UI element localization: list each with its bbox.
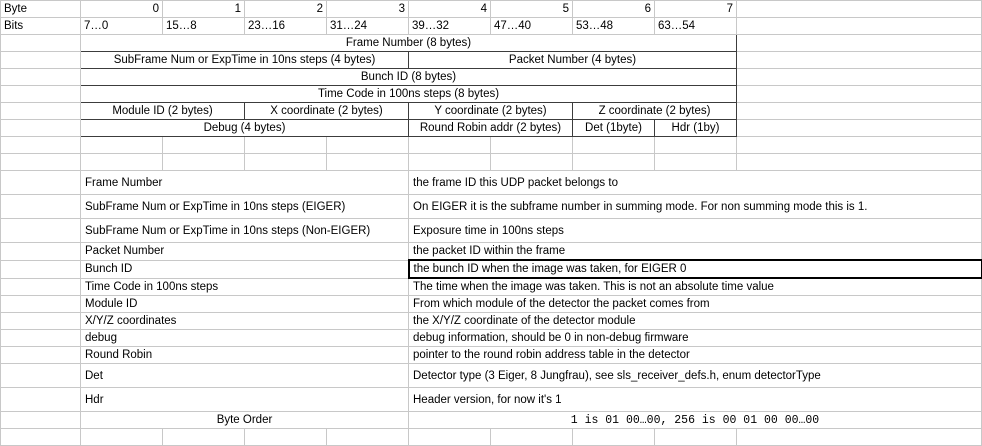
bit-range-1: 15…8: [163, 18, 245, 35]
byte-number-0: 0: [81, 1, 163, 18]
desc-row-xyz: [1, 313, 982, 330]
byte-number-7: 7: [655, 1, 737, 18]
empty-cell: [1, 278, 81, 296]
desc-row-debug: [1, 330, 982, 347]
desc-row-hdr: [1, 388, 982, 412]
empty-cell: [1, 195, 81, 219]
empty-cell: [245, 429, 327, 446]
field-subframe-num: SubFrame Num or ExpTime in 10ns steps (4 bytes): [81, 52, 409, 69]
empty-cell: [1, 69, 81, 86]
empty-cell: [1, 120, 81, 137]
empty-cell: [327, 137, 409, 154]
desc-text-hdr: Header version, for now it's 1: [409, 388, 982, 412]
desc-text-subframe-noneiger: Exposure time in 100ns steps: [409, 219, 982, 243]
empty-cell: [245, 154, 327, 171]
field-round-robin-addr: Round Robin addr (2 bytes): [409, 120, 573, 137]
byte-number-4: 4: [409, 1, 491, 18]
empty-cell: [1, 137, 81, 154]
empty-cell: [1, 347, 81, 364]
empty-cell: [1, 103, 81, 120]
desc-name-debug: debug: [81, 330, 409, 347]
empty-cell: [573, 154, 655, 171]
field-det: Det (1byte): [573, 120, 655, 137]
desc-text-packet-number: the packet ID within the frame: [409, 243, 982, 261]
empty-cell: [655, 429, 737, 446]
field-module-id: Module ID (2 bytes): [81, 103, 245, 120]
desc-row-time-code: [1, 278, 982, 296]
empty-cell: [1, 243, 81, 261]
desc-row-subframe-eiger: [1, 195, 982, 219]
bit-range-2: 23…16: [245, 18, 327, 35]
empty-cell: [737, 120, 982, 137]
empty-cell: [491, 429, 573, 446]
empty-cell: [737, 154, 982, 171]
byte-number-6: 6: [573, 1, 655, 18]
empty-cell: [245, 137, 327, 154]
desc-row-packet-number: [1, 243, 982, 261]
empty-cell: [327, 429, 409, 446]
empty-cell: [1, 154, 81, 171]
desc-row-module-id: [1, 296, 982, 313]
desc-name-xyz: X/Y/Z coordinates: [81, 313, 409, 330]
empty-cell: [737, 52, 982, 69]
byte-number-5: 5: [491, 1, 573, 18]
empty-cell: [573, 137, 655, 154]
bit-range-3: 31…24: [327, 18, 409, 35]
empty-cell: [1, 260, 81, 278]
field-packet-number: Packet Number (4 bytes): [409, 52, 737, 69]
field-frame-number: Frame Number (8 bytes): [81, 35, 737, 52]
empty-cell: [573, 429, 655, 446]
row-label-bits: Bits: [1, 18, 81, 35]
desc-text-xyz: the X/Y/Z coordinate of the detector module: [409, 313, 982, 330]
empty-cell: [1, 52, 81, 69]
empty-cell: [737, 103, 982, 120]
table-row-bits: [1, 18, 982, 35]
value-byte-order: 1 is 01 00…00, 256 is 00 01 00 00…00: [409, 412, 982, 429]
empty-cell: [163, 429, 245, 446]
empty-cell: [737, 1, 982, 18]
desc-name-time-code: Time Code in 100ns steps: [81, 278, 409, 296]
desc-name-module-id: Module ID: [81, 296, 409, 313]
byte-number-2: 2: [245, 1, 327, 18]
empty-cell: [655, 137, 737, 154]
empty-cell: [1, 330, 81, 347]
bit-range-5: 47…40: [491, 18, 573, 35]
empty-cell: [491, 154, 573, 171]
table-row-byte: [1, 1, 982, 18]
table-row-byte-order: [1, 412, 982, 429]
desc-text-time-code: The time when the image was taken. This is not an absolute time value: [409, 278, 982, 296]
desc-name-round-robin: Round Robin: [81, 347, 409, 364]
field-debug: Debug (4 bytes): [81, 120, 409, 137]
field-bunch-id: Bunch ID (8 bytes): [81, 69, 737, 86]
empty-cell: [1, 388, 81, 412]
empty-cell: [1, 219, 81, 243]
desc-text-round-robin: pointer to the round robin address table in the detector: [409, 347, 982, 364]
empty-cell: [1, 296, 81, 313]
table-row-coordinates-field: [1, 103, 982, 120]
empty-cell: [81, 137, 163, 154]
empty-cell: [163, 154, 245, 171]
empty-cell: [737, 86, 982, 103]
empty-cell: [1, 412, 81, 429]
table-row-bunch-id-field: [1, 69, 982, 86]
desc-text-subframe-eiger: On EIGER it is the subframe number in summing mode. For non summing mode this is 1.: [409, 195, 982, 219]
empty-cell: [737, 429, 982, 446]
desc-row-frame-number: [1, 171, 982, 195]
desc-name-det: Det: [81, 364, 409, 388]
bit-range-7: 63…54: [655, 18, 737, 35]
desc-name-subframe-noneiger: SubFrame Num or ExpTime in 10ns steps (Non-EIGER): [81, 219, 409, 243]
empty-cell: [409, 154, 491, 171]
empty-cell: [1, 86, 81, 103]
field-y-coordinate: Y coordinate (2 bytes): [409, 103, 573, 120]
desc-row-round-robin: [1, 347, 982, 364]
desc-name-hdr: Hdr: [81, 388, 409, 412]
desc-row-bunch-id: [1, 260, 982, 278]
empty-cell: [327, 154, 409, 171]
table-row-debug-field: [1, 120, 982, 137]
empty-cell: [737, 69, 982, 86]
empty-cell: [163, 137, 245, 154]
field-x-coordinate: X coordinate (2 bytes): [245, 103, 409, 120]
table-row-spacer: [1, 154, 982, 171]
empty-cell: [81, 429, 163, 446]
desc-text-frame-number: the frame ID this UDP packet belongs to: [409, 171, 982, 195]
desc-row-det: [1, 364, 982, 388]
label-byte-order: Byte Order: [81, 412, 409, 429]
empty-cell: [1, 313, 81, 330]
empty-cell: [81, 154, 163, 171]
field-time-code: Time Code in 100ns steps (8 bytes): [81, 86, 737, 103]
table-row-time-code-field: [1, 86, 982, 103]
bit-range-4: 39…32: [409, 18, 491, 35]
byte-number-1: 1: [163, 1, 245, 18]
desc-text-module-id: From which module of the detector the packet comes from: [409, 296, 982, 313]
byte-number-3: 3: [327, 1, 409, 18]
table-row-spacer: [1, 429, 982, 446]
table-row-spacer: [1, 137, 982, 154]
empty-cell: [1, 364, 81, 388]
empty-cell: [491, 137, 573, 154]
field-hdr: Hdr (1by): [655, 120, 737, 137]
desc-text-debug: debug information, should be 0 in non-debug firmware: [409, 330, 982, 347]
empty-cell: [1, 429, 81, 446]
bit-range-0: 7…0: [81, 18, 163, 35]
empty-cell: [737, 18, 982, 35]
row-label-byte: Byte: [1, 1, 81, 18]
empty-cell: [655, 154, 737, 171]
desc-row-subframe-noneiger: [1, 219, 982, 243]
desc-name-subframe-eiger: SubFrame Num or ExpTime in 10ns steps (EIGER): [81, 195, 409, 219]
bit-range-6: 53…48: [573, 18, 655, 35]
empty-cell: [1, 35, 81, 52]
desc-name-bunch-id: Bunch ID: [81, 260, 409, 278]
table-row-subframe-packet-field: [1, 52, 982, 69]
field-z-coordinate: Z coordinate (2 bytes): [573, 103, 737, 120]
desc-name-packet-number: Packet Number: [81, 243, 409, 261]
empty-cell: [409, 429, 491, 446]
table-row-frame-number-field: [1, 35, 982, 52]
desc-text-det: Detector type (3 Eiger, 8 Jungfrau), see sls_receiver_defs.h, enum detectorType: [409, 364, 982, 388]
desc-text-bunch-id[interactable]: the bunch ID when the image was taken, for EIGER 0: [409, 260, 982, 278]
empty-cell: [737, 137, 982, 154]
desc-name-frame-number: Frame Number: [81, 171, 409, 195]
empty-cell: [737, 35, 982, 52]
empty-cell: [1, 171, 81, 195]
empty-cell: [409, 137, 491, 154]
